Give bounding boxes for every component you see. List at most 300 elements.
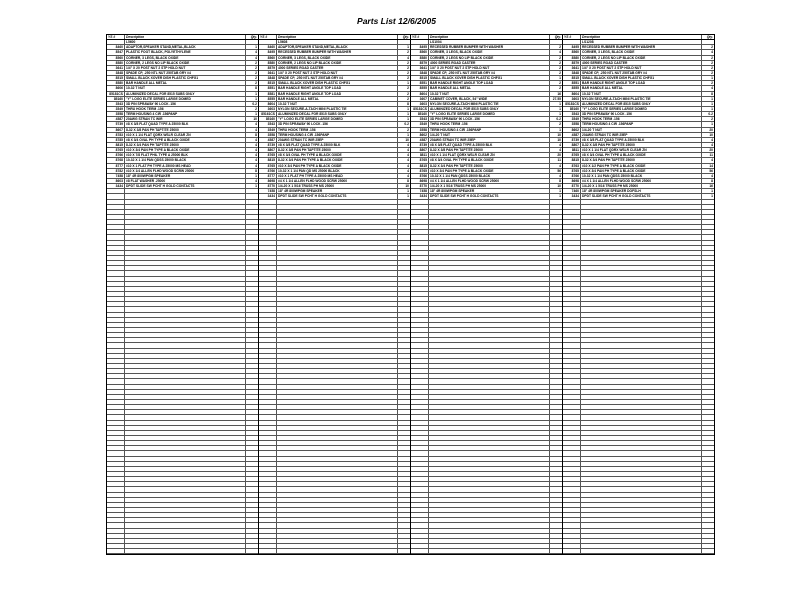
part-description: ALUMINIZED DECAL FOR 8515 SUBS ONLY [277, 112, 398, 116]
ys-number [107, 261, 125, 265]
part-description: BAR HANDLE ALL METAL [581, 86, 702, 90]
part-description [429, 205, 550, 209]
ys-number [107, 364, 125, 368]
part-description [581, 338, 702, 342]
part-qty [246, 323, 258, 327]
ys-number [259, 529, 277, 533]
ys-number [259, 225, 277, 229]
ys-number [259, 395, 277, 399]
part-description [277, 467, 398, 471]
part-qty [702, 354, 714, 358]
part-description [581, 513, 702, 517]
model-name: L5608 [277, 40, 398, 44]
part-qty [398, 379, 410, 383]
part-description [125, 194, 246, 198]
part-description [581, 369, 702, 373]
part-qty [246, 405, 258, 409]
ys-number [563, 205, 581, 209]
part-description [581, 451, 702, 455]
ys-number [411, 297, 429, 301]
part-qty [398, 338, 410, 342]
part-description: 1/4" X 20 POST NUT 2 STP HOLD NUT [581, 66, 702, 70]
part-description [581, 431, 702, 435]
part-qty [702, 379, 714, 383]
part-description [125, 421, 246, 425]
part-qty [550, 410, 562, 414]
ys-number [107, 549, 125, 553]
part-description: ALUMINIZED DECAL FOR 8515 SUBS ONLY [125, 92, 246, 96]
ys-number: 8604 [411, 92, 429, 96]
ys-number [563, 338, 581, 342]
part-description: 3D PIN SPRAWAY 90 LOCK .156 [125, 102, 246, 106]
part-description [277, 359, 398, 363]
ys-number [411, 292, 429, 296]
ys-number [107, 328, 125, 332]
ys-number: 85160 [411, 112, 429, 116]
ys-number [563, 364, 581, 368]
ys-number [411, 462, 429, 466]
part-description [429, 523, 550, 527]
ys-number: 3434 [411, 194, 429, 198]
part-qty [702, 364, 714, 368]
part-qty [702, 385, 714, 389]
part-description [429, 441, 550, 445]
ys-number [411, 246, 429, 250]
part-qty [550, 251, 562, 255]
part-description [581, 220, 702, 224]
part-qty [702, 498, 714, 502]
part-description [125, 518, 246, 522]
part-description: 20AWG STRAN TC WIR [125, 117, 246, 121]
part-qty [550, 431, 562, 435]
part-description [429, 302, 550, 306]
ys-number [563, 292, 581, 296]
part-description: 1/4-20 T NUT [429, 133, 550, 137]
part-qty: 2 [559, 65, 561, 70]
part-qty: 8 [711, 91, 713, 96]
part-qty [702, 549, 714, 553]
part-description [277, 493, 398, 497]
ys-number [411, 277, 429, 281]
part-qty [246, 482, 258, 486]
part-description [581, 230, 702, 234]
part-qty: 2 [711, 60, 713, 65]
part-qty [702, 313, 714, 317]
ys-number [563, 508, 581, 512]
part-description [429, 426, 550, 430]
part-qty [550, 241, 562, 245]
part-qty [398, 441, 410, 445]
ys-number [259, 436, 277, 440]
part-description: SMALL BLACK XOVER DISH PLASTIC CHFG1 [429, 76, 550, 80]
part-qty: 0.2 [404, 122, 409, 127]
ys-number [259, 410, 277, 414]
part-qty [246, 189, 258, 193]
part-description: #4 X 1 1/4 ALLEN FLHD WOOD SCRW 25000 [581, 179, 702, 183]
part-description [581, 359, 702, 363]
part-description [125, 498, 246, 502]
part-qty [702, 210, 714, 214]
ys-number: 85181CS [563, 102, 581, 106]
part-qty [550, 200, 562, 204]
part-qty [398, 354, 410, 358]
part-qty [702, 482, 714, 486]
part-qty [398, 297, 410, 301]
empty-row [107, 549, 258, 554]
ys-number [563, 436, 581, 440]
part-description [125, 415, 246, 419]
part-qty [702, 246, 714, 250]
ys-number: 8766 [107, 153, 125, 157]
part-description [125, 307, 246, 311]
part-description: ADAPTOR,SPEAKER STAND,METAL,BLACK [125, 45, 246, 49]
part-qty [702, 349, 714, 353]
parts-column [259, 35, 411, 554]
part-qty [550, 436, 562, 440]
ys-number [563, 523, 581, 527]
part-qty: 1 [711, 189, 713, 194]
part-qty [702, 205, 714, 209]
ys-number: 8766 [563, 174, 581, 178]
ys-number [411, 215, 429, 219]
part-description [581, 549, 702, 553]
ys-number: 8551 [563, 81, 581, 85]
empty-row [563, 549, 714, 554]
part-qty [702, 446, 714, 450]
part-description [277, 451, 398, 455]
part-qty [550, 487, 562, 491]
part-description: 1/4-20 T NUT [581, 128, 702, 132]
ys-number [411, 374, 429, 378]
part-description [429, 400, 550, 404]
part-description: BAR HANDLE RIGHT ANGLE TOP LOAD [581, 81, 702, 85]
part-description [277, 338, 398, 342]
ys-number [107, 385, 125, 389]
ys-number [411, 477, 429, 481]
part-qty [398, 539, 410, 543]
part-qty [398, 462, 410, 466]
ys-number: 8580 [107, 81, 125, 85]
part-qty: 4 [711, 50, 713, 55]
part-qty: 2 [711, 70, 713, 75]
part-qty [398, 421, 410, 425]
ys-number [107, 441, 125, 445]
part-description [277, 462, 398, 466]
ys-number [259, 493, 277, 497]
part-description [429, 539, 550, 543]
ys-number [107, 379, 125, 383]
part-description [277, 225, 398, 229]
part-qty [702, 513, 714, 517]
part-qty: 11 [709, 153, 713, 158]
part-qty [398, 457, 410, 461]
part-qty [398, 323, 410, 327]
ys-number [563, 354, 581, 358]
part-qty [702, 431, 714, 435]
part-description [429, 482, 550, 486]
part-description [125, 364, 246, 368]
ys-number: 8765 [259, 153, 277, 157]
part-description: #10 X 1 1/4 FLAT QDRX WSLR CLEAR ZN [429, 153, 550, 157]
part-qty [702, 261, 714, 265]
part-description [581, 390, 702, 394]
part-qty: 4 [711, 86, 713, 91]
part-qty: 1 [559, 101, 561, 106]
ys-number [259, 246, 277, 250]
part-description [581, 385, 702, 389]
part-qty [246, 354, 258, 358]
ys-number: 8560 [259, 56, 277, 60]
part-description: BAR HANDLE RIGHT ANGLE TOP LOAD [429, 81, 550, 85]
part-qty [702, 277, 714, 281]
ys-number: 85160 [563, 107, 581, 111]
part-qty [550, 482, 562, 486]
qty-header: Qty. [554, 35, 561, 39]
part-qty: 2 [407, 76, 409, 81]
part-description: 3D PIN SPRAWAY 90 LOCK .156 [429, 117, 550, 121]
ys-number: 3543 [411, 117, 429, 121]
part-qty: 8 [255, 132, 257, 137]
part-qty [246, 539, 258, 543]
part-description [429, 318, 550, 322]
empty-row [259, 549, 410, 554]
part-description [581, 318, 702, 322]
part-description: #8 FLAT WASHER .25000 [125, 179, 246, 183]
ys-number [107, 451, 125, 455]
ys-number: 3558 [563, 122, 581, 126]
part-qty [398, 508, 410, 512]
ys-number: 8765 [411, 158, 429, 162]
part-description [277, 235, 398, 239]
qty-header: Qty. [402, 35, 409, 39]
qty-cell [246, 40, 258, 44]
part-description [277, 410, 398, 414]
part-description [277, 523, 398, 527]
qty-cell [398, 40, 410, 44]
ys-number [259, 400, 277, 404]
ys-number: 8770 [411, 184, 429, 188]
part-qty [398, 261, 410, 265]
ys-number [411, 349, 429, 353]
part-description [125, 318, 246, 322]
part-description [277, 241, 398, 245]
ys-number [259, 385, 277, 389]
part-description [429, 508, 550, 512]
part-qty: 1 [407, 106, 409, 111]
ys-number [563, 261, 581, 265]
ys-number: 8815 [563, 158, 581, 162]
ys-number [107, 200, 125, 204]
part-description [581, 477, 702, 481]
part-qty [550, 333, 562, 337]
part-description [125, 441, 246, 445]
part-description: DPDT SLIDE SW PCHT H GOLD CONTACTS [277, 194, 398, 198]
ys-number [563, 503, 581, 507]
ys-number [107, 400, 125, 404]
part-description [277, 266, 398, 270]
part-qty: 1 [255, 91, 257, 96]
part-qty: 2 [255, 60, 257, 65]
part-qty [398, 410, 410, 414]
part-description [429, 307, 550, 311]
part-qty [702, 390, 714, 394]
part-description [125, 349, 246, 353]
ys-number [411, 241, 429, 245]
ys-number [563, 544, 581, 548]
ys-number [563, 323, 581, 327]
part-description [125, 426, 246, 430]
part-qty: 4 [255, 163, 257, 168]
part-description: #4 X 1 1/4 ALLEN FLHD WOOD SCRW 25000 [277, 179, 398, 183]
part-description: THRU HOOK TERM .156 [125, 107, 246, 111]
ys-number: 8783 [107, 133, 125, 137]
part-description [125, 225, 246, 229]
part-description [125, 338, 246, 342]
ys-number: 8515 [107, 76, 125, 80]
part-qty [550, 323, 562, 327]
ys-number: 8606 [107, 86, 125, 90]
ys-number: 8765 [411, 169, 429, 173]
part-description [277, 405, 398, 409]
part-qty [398, 472, 410, 476]
part-description [277, 544, 398, 548]
part-description [277, 210, 398, 214]
part-qty [702, 493, 714, 497]
part-qty [246, 400, 258, 404]
ys-number [259, 256, 277, 260]
ys-number: 8547 [107, 50, 125, 54]
part-description [429, 282, 550, 286]
ys-number [107, 472, 125, 476]
part-qty [246, 395, 258, 399]
part-description [125, 462, 246, 466]
ys-number [563, 374, 581, 378]
part-qty: 4 [255, 55, 257, 60]
part-qty [246, 261, 258, 265]
ys-number: 8495 [259, 50, 277, 54]
ys-number: 8765 [107, 148, 125, 152]
ys-number: 5739 [107, 122, 125, 126]
description-header: Description [277, 35, 398, 39]
part-qty [702, 472, 714, 476]
part-description [429, 436, 550, 440]
ys-number: 8811 [563, 148, 581, 152]
qty-header: Qty. [706, 35, 713, 39]
part-description [277, 369, 398, 373]
ys-number [107, 539, 125, 543]
part-qty [398, 415, 410, 419]
part-qty [398, 287, 410, 291]
part-description: #10 X 3/4 PAN PH TYPE A BLACK OXIDE [125, 148, 246, 152]
part-qty: 8 [559, 178, 561, 183]
qty-cell [702, 40, 714, 44]
ys-number: 8765 [563, 153, 581, 157]
part-description: 20AWG STRAN TC WIR 25EP [429, 138, 550, 142]
ys-number [563, 359, 581, 363]
ys-number: 8815 [259, 158, 277, 162]
part-qty [550, 513, 562, 517]
part-description: #10 X 3/4 PAN PH TYPE A BLACK OXIDE [581, 169, 702, 173]
part-qty [398, 251, 410, 255]
ys-number [107, 313, 125, 317]
ys-number [411, 328, 429, 332]
part-description: CORNER, 2 LEGS NO LIP BLACK OXIDE [429, 56, 550, 60]
part-description [277, 529, 398, 533]
ys-number: 3641 [259, 71, 277, 75]
part-description [277, 385, 398, 389]
ys-number [563, 210, 581, 214]
part-qty [246, 503, 258, 507]
ys-number: 8604 [259, 102, 277, 106]
part-description [277, 482, 398, 486]
ys-number [411, 436, 429, 440]
part-description [277, 503, 398, 507]
ys-number [411, 385, 429, 389]
part-description [429, 364, 550, 368]
ys-number [563, 477, 581, 481]
part-qty [550, 343, 562, 347]
part-qty [246, 313, 258, 317]
part-qty: 14 [709, 163, 713, 168]
part-description [125, 354, 246, 358]
part-qty [398, 282, 410, 286]
part-description [429, 503, 550, 507]
part-qty [246, 318, 258, 322]
part-qty: 1 [711, 194, 713, 199]
part-qty [246, 251, 258, 255]
part-description: #10 X 7/8 FLAT PHIL TYPE A 25000 BLK [125, 153, 246, 157]
ys-number [563, 379, 581, 383]
ys-number: 8770 [563, 184, 581, 188]
part-qty [398, 369, 410, 373]
ys-number [107, 292, 125, 296]
part-qty [246, 477, 258, 481]
part-description [429, 549, 550, 553]
part-qty: 56 [709, 168, 713, 173]
part-qty [398, 436, 410, 440]
part-description: BAR HANDLE RIGHT ANGLE TOP LOAD [277, 86, 398, 90]
ys-number: 3848 [563, 71, 581, 75]
ys-number [259, 307, 277, 311]
part-qty [702, 271, 714, 275]
ys-number [107, 436, 125, 440]
ys-number [259, 323, 277, 327]
ys-number [107, 297, 125, 301]
part-description [125, 287, 246, 291]
ys-number [107, 359, 125, 363]
ys-number [411, 235, 429, 239]
part-description [125, 431, 246, 435]
ys-number [107, 266, 125, 270]
part-description: #10 X 1 FLAT PH TYPE A 25000 MS HEAD [125, 164, 246, 168]
part-qty [550, 529, 562, 533]
part-qty [702, 318, 714, 322]
part-qty [246, 266, 258, 270]
ys-number: 3543 [563, 112, 581, 116]
ys-number [411, 415, 429, 419]
ys-number [107, 241, 125, 245]
ys-number [259, 539, 277, 543]
ys-number [107, 256, 125, 260]
part-qty [398, 235, 410, 239]
part-description [125, 282, 246, 286]
part-description [125, 457, 246, 461]
ys-number [107, 210, 125, 214]
part-description [429, 518, 550, 522]
part-description [125, 385, 246, 389]
part-description [125, 487, 246, 491]
part-description: SMALL BLACK XOVER DISH PLASTIC CHFG1 [277, 81, 398, 85]
